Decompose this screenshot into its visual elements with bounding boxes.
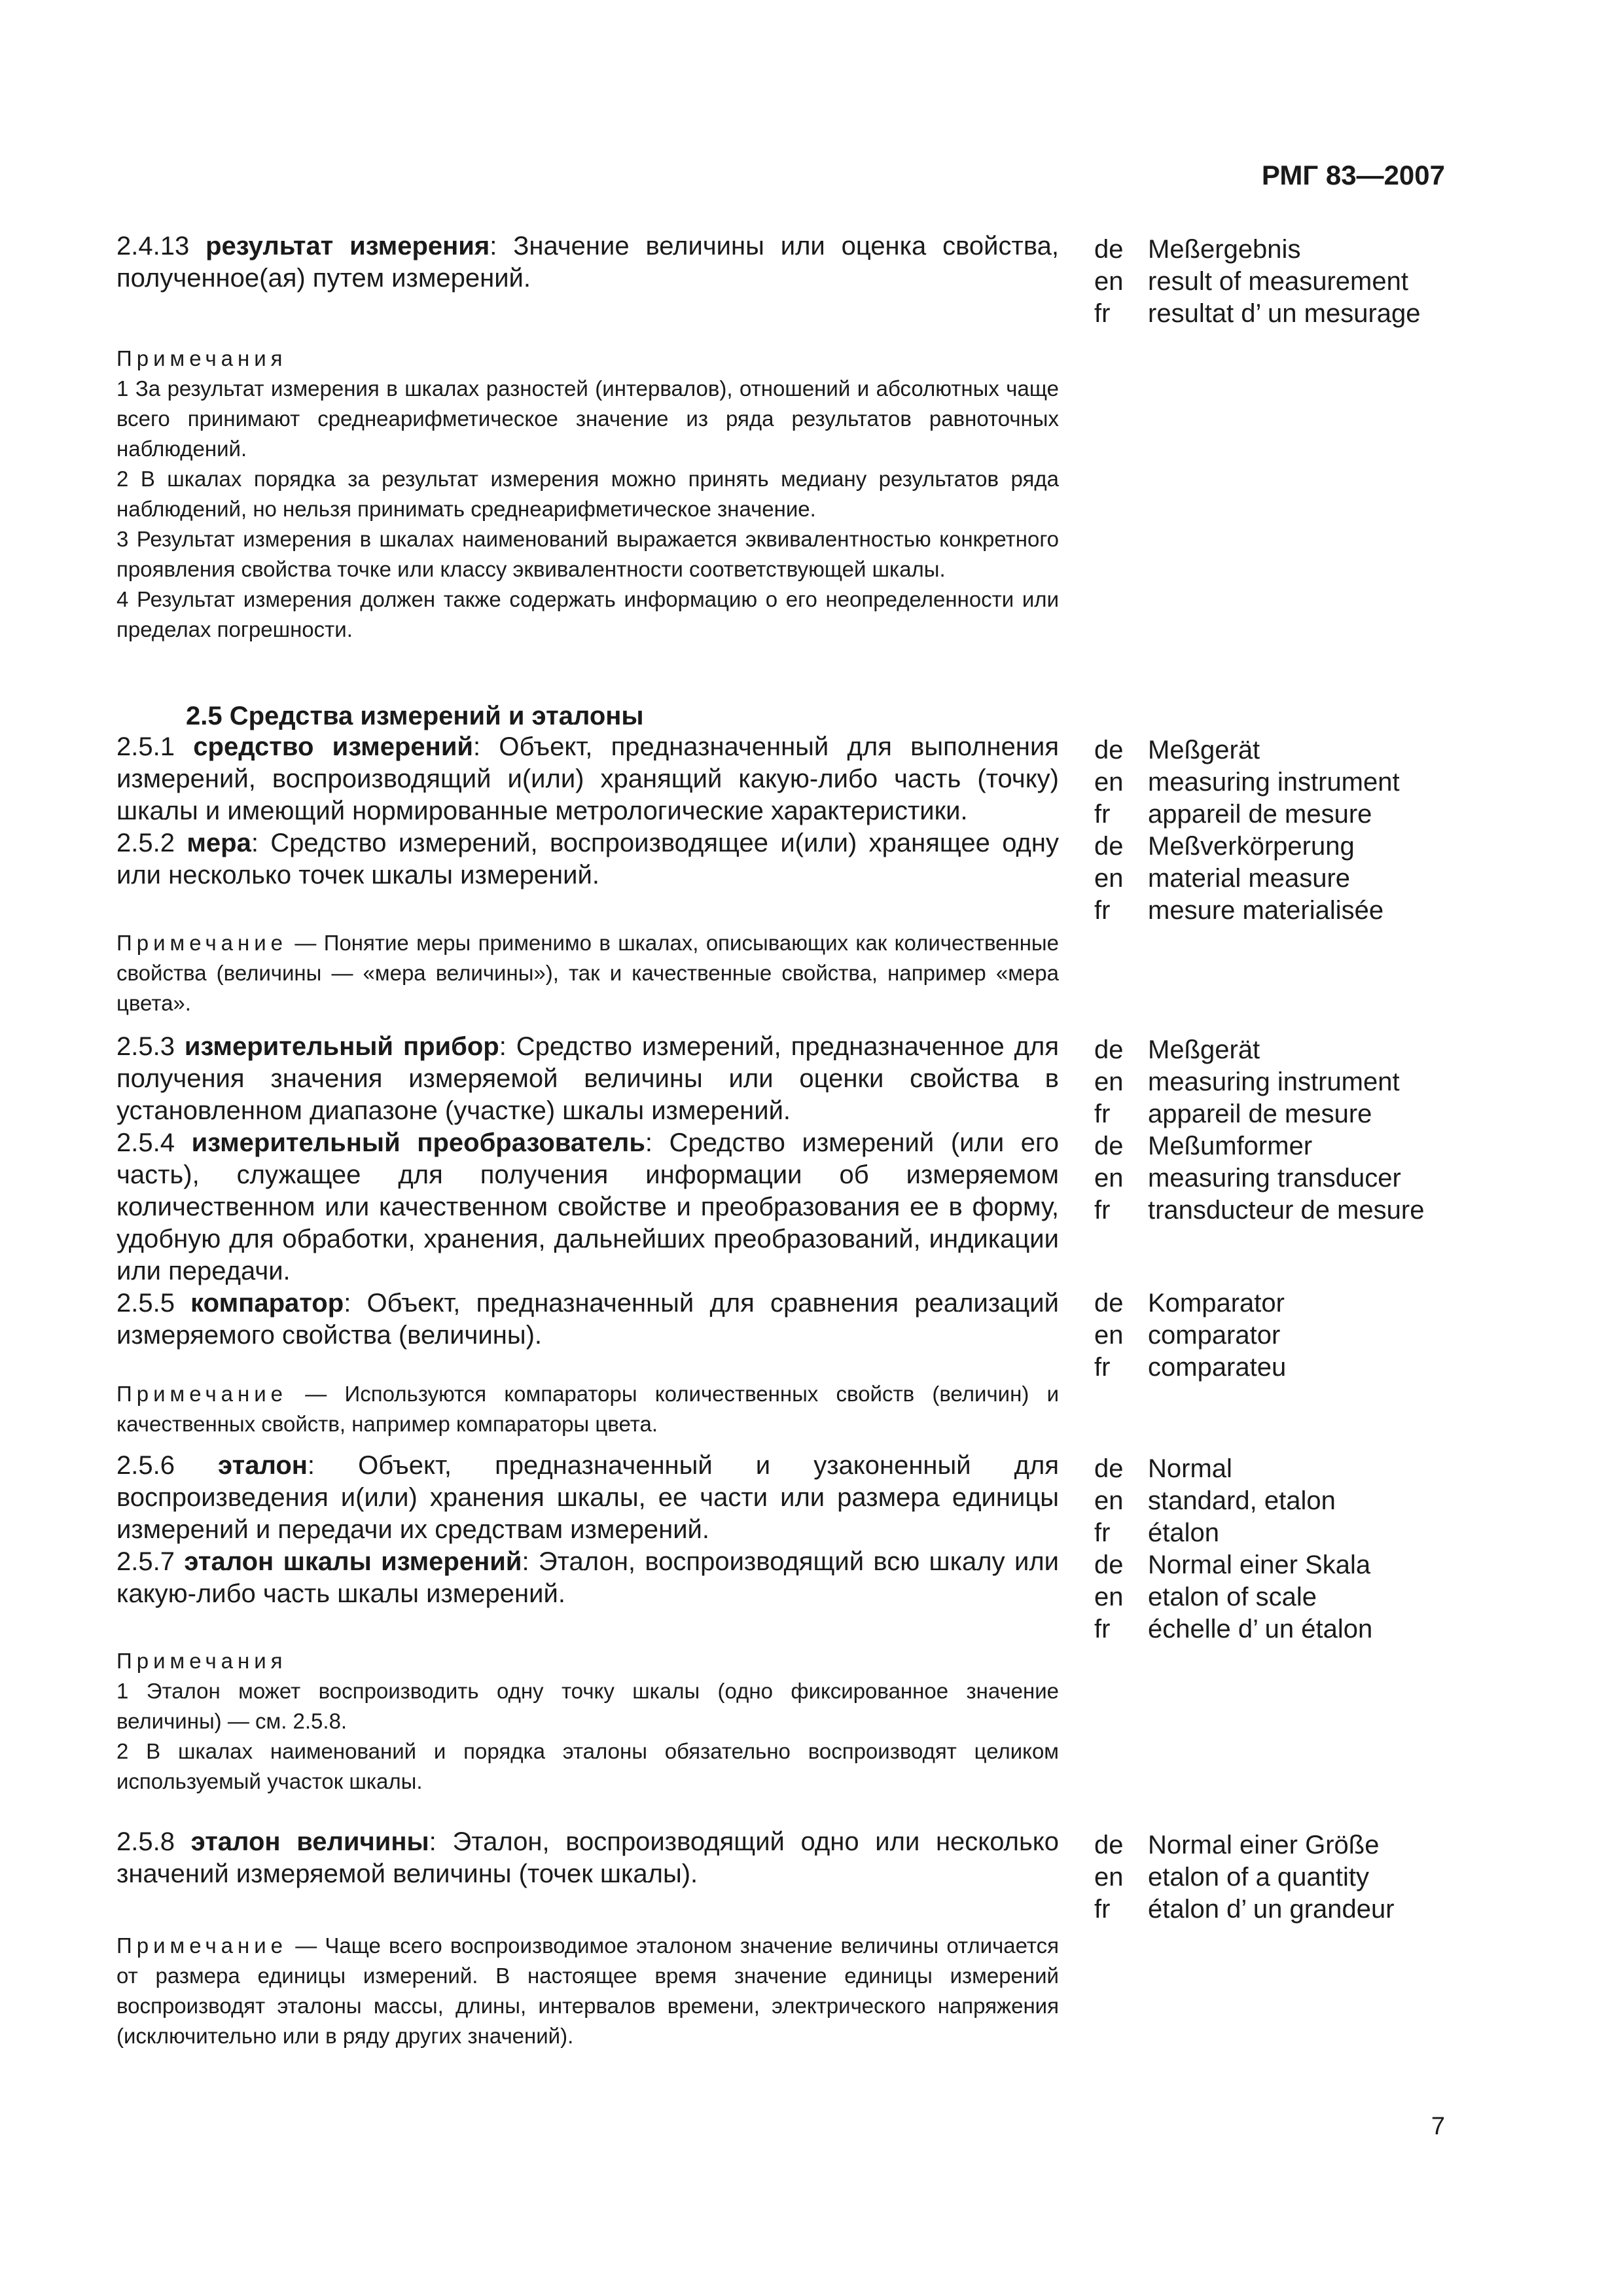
note-title: Примечания — [116, 1649, 287, 1673]
entry-number: 2.5.1 — [116, 732, 175, 761]
translation-fr: fr transducteur de mesure — [1094, 1196, 1425, 1225]
translations — [1094, 1034, 1424, 1227]
page-number: 7 — [1431, 2113, 1445, 2140]
translations — [1094, 1453, 1372, 1645]
translation-en: en material measure — [1094, 864, 1351, 893]
entry-term: эталон шкалы измерений — [184, 1547, 522, 1576]
translation-de: de Meßergebnis — [1094, 235, 1301, 264]
note-title: Примечание — [116, 1933, 288, 1958]
translations — [1094, 734, 1400, 927]
document-code: РМГ 83—2007 — [1261, 160, 1445, 190]
entry-term: результат измерения — [205, 232, 490, 260]
translation-fr: fr appareil de mesure — [1094, 800, 1372, 829]
entry-definition: Объект, предназначенный для сравнения реализаций измеряемого свойства (величины). — [116, 1289, 1059, 1350]
note-item: 1 Эталон может воспроизводить одну точку шкалы (одно фиксированное значение величины) — см. 2.5.8. — [116, 1679, 1059, 1733]
translation-en: en result of measurement — [1094, 267, 1408, 296]
entry-number: 2.5.5 — [116, 1289, 175, 1318]
entry-term: измерительный преобразователь — [191, 1128, 645, 1157]
entry-number: 2.5.7 — [116, 1547, 175, 1576]
note-text: Используются компараторы количественных свойств (величин) и качественных свойств, например компараторы цвета. — [116, 1382, 1059, 1436]
entry-definition: Значение величины или оценка свойства, полученное(ая) путем измерений. — [116, 232, 1060, 293]
translation-fr: fr resultat d’ un mesurage — [1094, 299, 1421, 328]
translation-en: en measuring instrument — [1094, 768, 1400, 797]
note-title: Примечание — [116, 931, 288, 955]
translation-de: de Meßgerät — [1094, 1035, 1260, 1064]
entry-definition: Объект, предназначенный и узаконенный для воспроизведения и(или) хранения шкалы, ее части или размера единицы измерений и передачи их средствам измерений. — [116, 1451, 1059, 1544]
term-entry: 2.5.8 эталон величины: Эталон, воспроизводящий одно или несколько значений измеряемой величины (точек шкалы). — [116, 1827, 1059, 1888]
note-item: 2 В шкалах наименований и порядка эталоны обязательно воспроизводят целиком используемый участок шкалы. — [116, 1739, 1059, 1793]
translations — [1094, 234, 1421, 330]
translation-fr: fr étalon — [1094, 1518, 1219, 1547]
translation-en: en etalon of scale — [1094, 1583, 1317, 1611]
note-item: 2 В шкалах порядка за результат измерения можно принять медиану результатов ряда наблюдений, но нельзя принимать среднеарифметическое значение. — [116, 467, 1059, 521]
translation-en: en measuring instrument — [1094, 1067, 1400, 1096]
entry-definition: Средство измерений, предназначенное для получения значения измеряемой величины или оценки свойства в установленном диапазоне (участке) шкалы измерений. — [116, 1032, 1059, 1125]
translation-de: de Meßgerät — [1094, 736, 1260, 764]
note-item: 1 За результат измерения в шкалах разностей (интервалов), отношений и абсолютных чаще всего принимают среднеарифметическое значение из ряда результатов равноточных наблюдений. — [116, 376, 1059, 461]
translation-en: en measuring transducer — [1094, 1164, 1401, 1193]
translation-fr: fr étalon d’ un grandeur — [1094, 1895, 1395, 1924]
translation-de: de Meßumformer — [1094, 1132, 1313, 1160]
entry-number: 2.5.6 — [116, 1451, 175, 1480]
note-block: Примечание — Используются компараторы количественных свойств (величин) и качественных свойств, например компараторы цвета. — [116, 1382, 1059, 1436]
note-title: Примечание — [116, 1382, 288, 1406]
entry-definition: Эталон, воспроизводящий одно или несколько значений измеряемой величины (точек шкалы). — [116, 1827, 1059, 1888]
note-block — [116, 1646, 1059, 1797]
translations — [1094, 1829, 1395, 1926]
translation-fr: fr mesure materialisée — [1094, 896, 1384, 925]
translation-de: de Normal — [1094, 1454, 1232, 1483]
entry-term: мера — [187, 829, 251, 857]
entry-term: компаратор — [190, 1289, 344, 1318]
note-block: Примечание — Чаще всего воспроизводимое эталоном значение величины отличается от размера единицы измерений. В настоящее время значение единицы измерений воспроизводят эталоны массы, длины, интервалов времени, электрического напряжения (исключительно или в ряду других значений). — [116, 1933, 1059, 2048]
translations — [1094, 1287, 1286, 1384]
note-item: 3 Результат измерения в шкалах наименований выражается эквивалентностью конкретного проявления свойства точке или классу эквивалентности соответствующей шкалы. — [116, 527, 1059, 581]
term-entry: 2.5.3 измерительный прибор: Средство измерений, предназначенное для получения значения измеряемой величины или оценки свойства в установленном диапазоне (участке) шкалы измерений. 2.5.4 измерительный преобразователь: Средство измерений (или его часть), служащее для получения информации об измеряемом количественном или качественном свойстве и преобразования ее в форму, удобную для обработки, хранения, дальнейших преобразований, индикации или передачи. 2.5.5 компаратор: Объект, предназначенный для сравнения реализаций измеряемого свойства (величины). — [116, 1032, 1059, 1350]
translation-en: en standard, etalon — [1094, 1486, 1336, 1515]
translation-fr: fr comparateu — [1094, 1353, 1287, 1382]
entry-definition: Средство измерений (или его часть), служащее для получения информации об измеряемом количественном или качественном свойстве и преобразования ее в форму, удобную для обработки, хранения, дальнейших преобразований, индикации или передачи. — [116, 1128, 1059, 1285]
section-heading: 2.5 Средства измерений и эталоны — [186, 702, 644, 730]
note-text: Понятие меры применимо в шкалах, описывающих как количественные свойства (величины — «мера величины»), так и качественные свойства, например «мера цвета». — [116, 931, 1060, 1015]
term-entry: 2.5.1 средство измерений: Объект, предназначенный для выполнения измерений, воспроизводящий и(или) хранящий какую-либо часть (точку) шкалы и имеющий нормированные метрологические характеристики. 2.5.2 мера: Средство измерений, воспроизводящее и(или) хранящее одну или несколько точек шкалы измерений. — [116, 732, 1059, 889]
translation-en: en comparator — [1094, 1321, 1281, 1350]
entry-definition: Объект, предназначенный для выполнения измерений, воспроизводящий и(или) хранящий какую-либо часть (точку) шкалы и имеющий нормированные метрологические характеристики. — [116, 732, 1059, 825]
note-text: Чаще всего воспроизводимое эталоном значение величины отличается от размера единицы измерений. В настоящее время значение единицы измерений воспроизводят эталоны массы, длины, интервалов времени, электрического напряжения (исключительно или в ряду других значений). — [116, 1933, 1059, 2048]
entry-number: 2.5.2 — [116, 829, 175, 857]
entry-term: измерительный прибор — [184, 1032, 499, 1061]
entry-term: средство измерений — [193, 732, 474, 761]
entry-number: 2.5.3 — [116, 1032, 175, 1061]
translation-fr: fr échelle d’ un étalon — [1094, 1615, 1373, 1643]
entry-number: 2.5.4 — [116, 1128, 175, 1157]
translation-en: en etalon of a quantity — [1094, 1863, 1370, 1892]
entry-term: эталон величины — [190, 1827, 429, 1856]
note-title: Примечания — [116, 346, 287, 370]
term-entry: 2.4.13 результат измерения: Значение величины или оценка свойства, полученное(ая) путем измерений. — [116, 232, 1060, 293]
translation-de: de Komparator — [1094, 1289, 1285, 1318]
entry-definition: Эталон, воспроизводящий всю шкалу или какую-либо часть шкалы измерений. — [116, 1547, 1059, 1608]
term-entry: 2.5.6 эталон: Объект, предназначенный и узаконенный для воспроизведения и(или) хранения шкалы, ее части или размера единицы измерений и передачи их средствам измерений. 2.5.7 эталон шкалы измерений: Эталон, воспроизводящий всю шкалу или какую-либо часть шкалы измерений. — [116, 1451, 1059, 1608]
entry-term: эталон — [218, 1451, 308, 1480]
translation-fr: fr appareil de mesure — [1094, 1100, 1372, 1128]
entry-number: 2.5.8 — [116, 1827, 175, 1856]
note-item: 4 Результат измерения должен также содержать информацию о его неопределенности или пределах погрешности. — [116, 587, 1059, 641]
translation-de: de Normal einer Größe — [1094, 1831, 1380, 1859]
note-block: Примечание — Понятие меры применимо в шкалах, описывающих как количественные свойства (величины — «мера величины»), так и качественные свойства, например «мера цвета». — [116, 931, 1060, 1015]
translation-de: de Normal einer Skala — [1094, 1551, 1371, 1579]
note-block — [116, 344, 1059, 645]
translation-de: de Meßverkörperung — [1094, 832, 1355, 861]
entry-number: 2.4.13 — [116, 232, 190, 260]
entry-definition: Средство измерений, воспроизводящее и(или) хранящее одну или несколько точек шкалы измерений. — [116, 829, 1059, 889]
